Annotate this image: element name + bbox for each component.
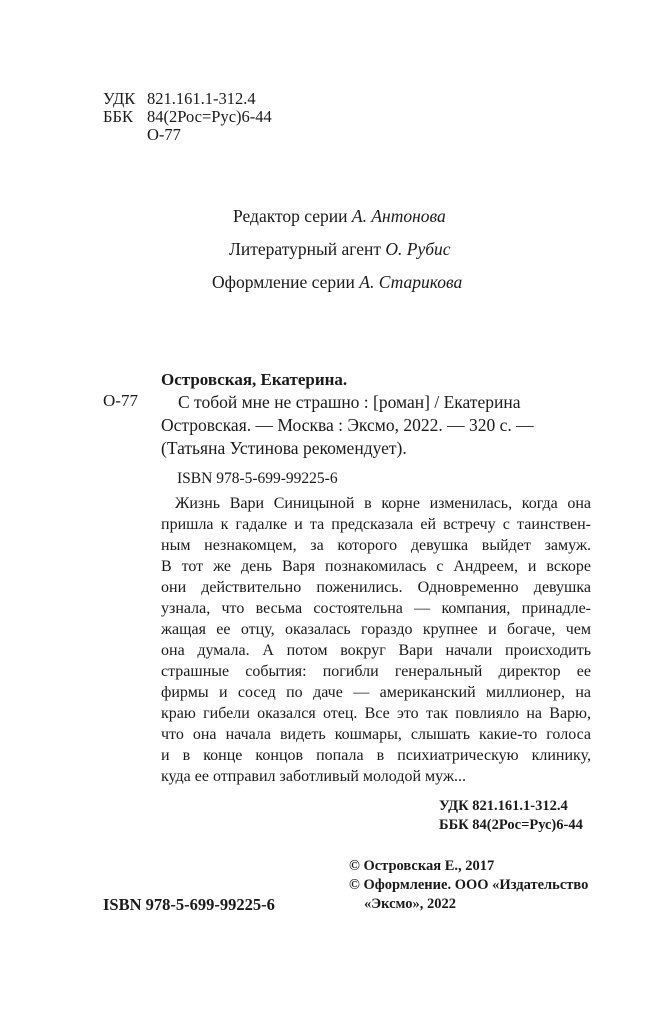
annotation-line: и в конце концов попала в психиатрическую клинику, xyxy=(161,747,591,764)
copyright-design: © Оформление. ООО «Издательство xyxy=(349,877,589,893)
entry-author: Островская, Екатерина. xyxy=(161,370,348,389)
udk-label: УДК xyxy=(103,89,136,108)
bottom-udk: УДК 821.161.1-312.4 xyxy=(439,798,568,814)
annotation-line: Жизнь Вари Синицыной в корне изменилась, когда она xyxy=(175,495,591,512)
author-mark: О-77 xyxy=(147,125,181,144)
credit-name: А. Старикова xyxy=(359,272,463,292)
annotation-line: пришла к гадалке и та предсказала ей встречу с таинствен- xyxy=(161,516,591,533)
bbk-line xyxy=(103,108,272,126)
entry-code: О-77 xyxy=(103,391,138,410)
credit-editor xyxy=(233,206,446,227)
credit-role: Оформление серии xyxy=(212,272,360,292)
annotation-line: она думала. А потом вокруг Вари начали происходить xyxy=(161,642,591,659)
annotation-line: страшные события: погибли генеральный директор ее xyxy=(161,663,591,680)
bbk-value: 84(2Рос=Рус)6-44 xyxy=(147,107,272,126)
credit-name: О. Рубис xyxy=(385,239,451,259)
copyright-author: © Островская Е., 2017 xyxy=(349,858,495,874)
credit-design xyxy=(212,272,462,293)
entry-line-2: Островская. — Москва : Эксмо, 2022. — 320 с. — xyxy=(161,415,534,435)
credit-role: Редактор серии xyxy=(233,206,352,226)
annotation-line: краю гибели оказался отец. Все это так повлияло на Варю, xyxy=(161,705,591,722)
entry-line-3: (Татьяна Устинова рекомендует). xyxy=(161,438,407,458)
credit-name: А. Антонова xyxy=(351,206,446,226)
copyright-publisher: «Эксмо», 2022 xyxy=(364,896,456,912)
annotation-line: куда ее отправил заботливый молодой муж... xyxy=(161,768,466,785)
credit-agent xyxy=(229,239,451,260)
bbk-label: ББК xyxy=(103,107,133,126)
annotation-line: ным незнакомцем, за которого девушка выйдет замуж. xyxy=(161,537,591,554)
annotation xyxy=(161,493,591,787)
annotation-line: В тот же день Варя познакомилась с Андреем, и вскоре xyxy=(161,558,591,575)
udk-value: 821.161.1-312.4 xyxy=(147,89,256,108)
annotation-line: они действительно поженились. Одновременно девушка xyxy=(161,579,591,596)
udk-line xyxy=(103,90,256,108)
credit-role: Литературный агент xyxy=(229,239,386,259)
entry-isbn: ISBN 978-5-699-99225-6 xyxy=(177,470,338,487)
annotation-line: фирмы и сосед по даче — американский миллионер, на xyxy=(161,684,591,701)
annotation-line: что она начала видеть кошмары, слышать какие-то голоса xyxy=(161,726,591,743)
entry-line-1: С тобой мне не страшно : [роман] / Екатерина xyxy=(178,392,521,412)
annotation-line: жащая ее отцу, оказалась гораздо крупнее и богаче, чем xyxy=(161,621,591,638)
bottom-bbk: ББК 84(2Рос=Рус)6-44 xyxy=(439,817,583,833)
isbn-footer: ISBN 978-5-699-99225-6 xyxy=(103,895,275,914)
annotation-line: узнала, что весьма состоятельна — компания, принадле- xyxy=(161,600,591,617)
